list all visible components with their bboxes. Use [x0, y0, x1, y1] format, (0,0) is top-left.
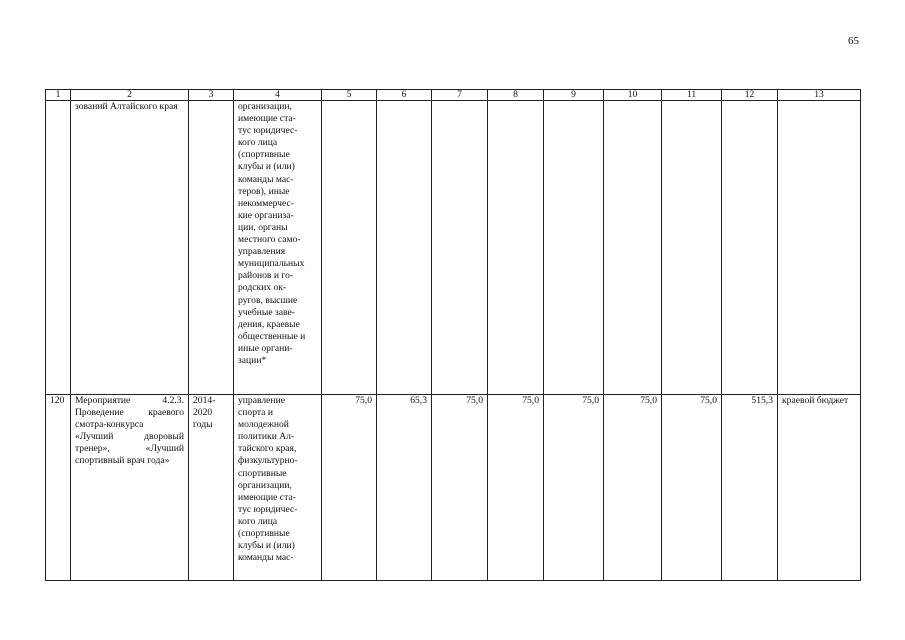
- executor-cell: управление спорта и молодежной политики Ал- тайского края, физкультурно- спортивные организации, имеющие ста- тус юридичес- кого лица (спортивные клубы и (или) команды мас-: [234, 395, 322, 581]
- total-cell: [722, 101, 778, 395]
- event-name-cell: зований Алтайского края: [71, 101, 189, 395]
- value-cell: [488, 101, 544, 395]
- row-number-cell: 120: [46, 395, 71, 581]
- header-cell-5: 5: [322, 90, 377, 101]
- header-cell-4: 4: [234, 90, 322, 101]
- value-cell: 65,3: [377, 395, 432, 581]
- value-cell: 75,0: [488, 395, 544, 581]
- funding-source-cell: [778, 101, 861, 395]
- executor-cell: организации, имеющие ста- тус юридичес- кого лица (спортивные клубы и (или) команды мас- теров), иные некоммерчес- кие организа- ции, органы местного само- управления муниципальных районов и го- родских ок- ругов, высшие учебные заве- дения, краевые общественные и иные органи- зации*: [234, 101, 322, 395]
- header-cell-7: 7: [432, 90, 488, 101]
- header-row: [46, 90, 861, 101]
- period-cell: [189, 101, 234, 395]
- header-cell-12: 12: [722, 90, 778, 101]
- period-cell: 2014-2020 годы: [189, 395, 234, 581]
- funding-source-cell: краевой бюджет: [778, 395, 861, 581]
- value-cell: [662, 101, 722, 395]
- header-cell-13: 13: [778, 90, 861, 101]
- value-cell: [322, 101, 377, 395]
- total-cell: 515,3: [722, 395, 778, 581]
- header-cell-1: 1: [46, 90, 71, 101]
- header-cell-11: 11: [662, 90, 722, 101]
- value-cell: [377, 101, 432, 395]
- value-cell: 75,0: [432, 395, 488, 581]
- table-row: [46, 101, 861, 395]
- value-cell: 75,0: [662, 395, 722, 581]
- header-cell-8: 8: [488, 90, 544, 101]
- header-cell-2: 2: [71, 90, 189, 101]
- page-number: 65: [848, 35, 859, 47]
- header-cell-9: 9: [544, 90, 604, 101]
- row-number-cell: [46, 101, 71, 395]
- value-cell: [544, 101, 604, 395]
- value-cell: 75,0: [604, 395, 662, 581]
- value-cell: [604, 101, 662, 395]
- value-cell: [432, 101, 488, 395]
- event-name-cell: Мероприятие 4.2.3. Проведение краевого смотра-конкурса «Лучший дворовый тренер», «Лучший спортивный врач года»: [71, 395, 189, 581]
- table-row: [46, 395, 861, 581]
- value-cell: 75,0: [544, 395, 604, 581]
- value-cell: 75,0: [322, 395, 377, 581]
- program-table: [45, 89, 861, 581]
- header-cell-6: 6: [377, 90, 432, 101]
- header-cell-10: 10: [604, 90, 662, 101]
- header-cell-3: 3: [189, 90, 234, 101]
